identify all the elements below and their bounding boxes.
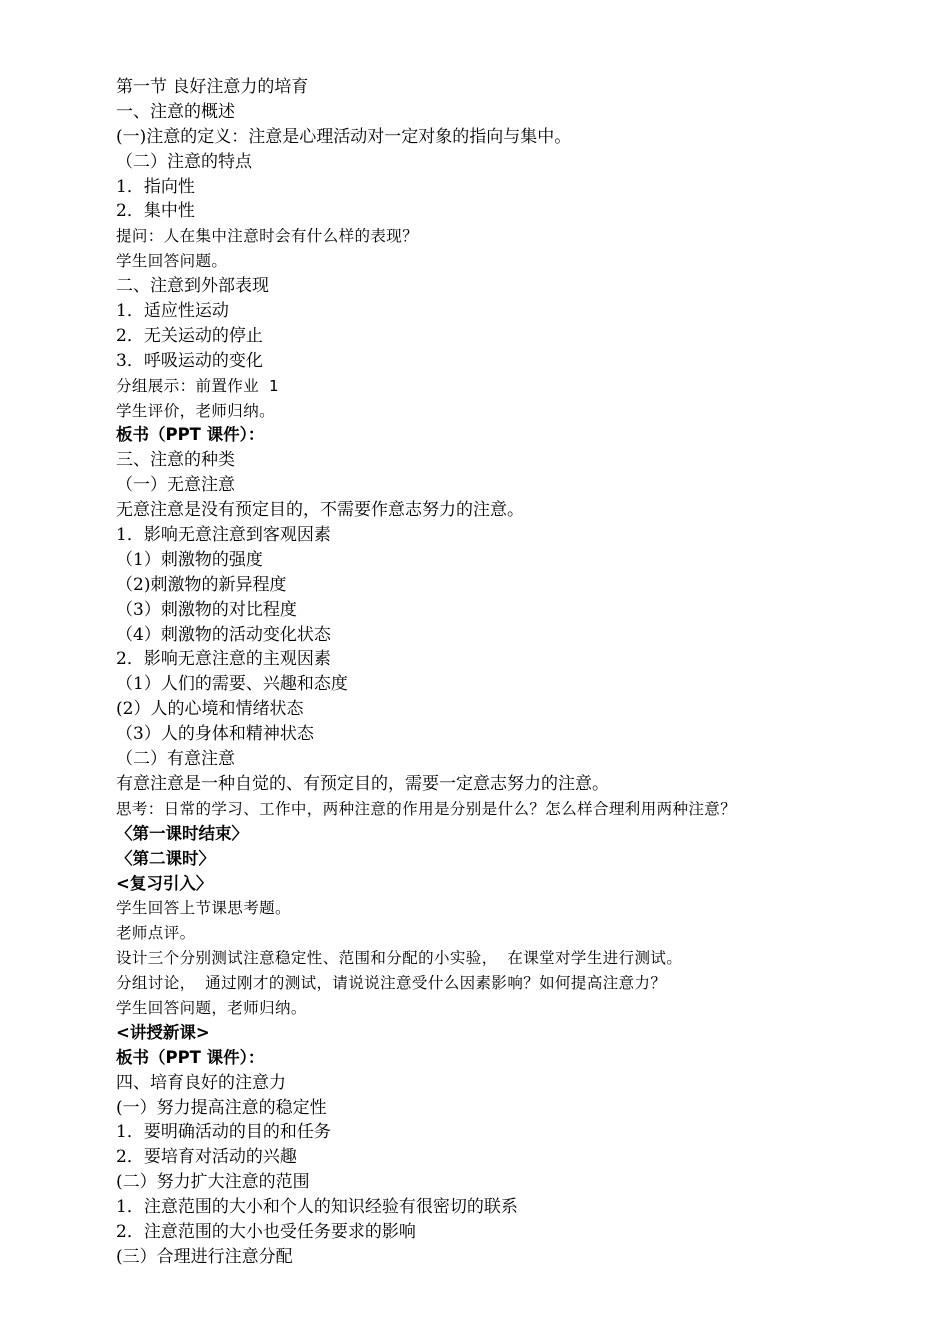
text-line: （2)刺激物的新异程度 — [116, 574, 287, 595]
text-line: <讲授新课> — [116, 1022, 210, 1042]
text-line: (2）人的心境和情绪状态 — [116, 699, 304, 720]
text-line: (一)注意的定义：注意是心理活动对一定对象的指向与集中。 — [116, 126, 572, 147]
text-line: 〈第二课时〉 — [116, 848, 215, 868]
text-line: 1．适应性运动 — [116, 301, 229, 322]
text-line: （3）刺激物的对比程度 — [116, 599, 297, 620]
text-line: 提问：人在集中注意时会有什么样的表现？ — [116, 227, 419, 246]
text-line: （4）刺激物的活动变化状态 — [116, 624, 331, 645]
text-line: 学生回答问题。 — [116, 252, 228, 271]
text-line: 四、培育良好的注意力 — [116, 1072, 286, 1093]
text-line: 二、注意到外部表现 — [116, 276, 269, 297]
text-line: 2．要培育对活动的兴趣 — [116, 1147, 297, 1168]
text-line: 板书（PPT 课件）： — [116, 425, 265, 445]
text-line: 学生评价，老师归纳。 — [116, 401, 276, 420]
text-line: 分组讨论， 通过刚才的测试，请说说注意受什么因素影响？如何提高注意力？ — [116, 974, 667, 993]
text-line: （二）有意注意 — [116, 749, 235, 770]
text-line: 板书（PPT 课件）： — [116, 1047, 265, 1067]
text-line: (三）合理进行注意分配 — [116, 1246, 293, 1267]
text-line: （二）注意的特点 — [116, 151, 252, 172]
text-line: 一、注意的概述 — [116, 101, 235, 122]
text-line: 2．注意范围的大小也受任务要求的影响 — [116, 1221, 416, 1242]
text-line: （3）人的身体和精神状态 — [116, 724, 314, 745]
text-line: 设计三个分别测试注意稳定性、范围和分配的小实验， 在课堂对学生进行测试。 — [116, 949, 683, 968]
text-line: (二）努力扩大注意的范围 — [116, 1172, 310, 1193]
text-line: 2．集中性 — [116, 201, 195, 222]
text-line: （一）无意注意 — [116, 475, 235, 496]
text-line: 学生回答问题，老师归纳。 — [116, 998, 307, 1017]
text-line: 学生回答上节课思考题。 — [116, 899, 291, 918]
text-line: 2．影响无意注意的主观因素 — [116, 649, 331, 670]
text-line: 〈第一课时结束〉 — [116, 823, 248, 843]
document-body — [116, 75, 916, 1270]
text-line: （1）人们的需要、兴趣和态度 — [116, 674, 348, 695]
text-line: 1．要明确活动的目的和任务 — [116, 1122, 331, 1143]
text-line: (一）努力提高注意的稳定性 — [116, 1097, 327, 1118]
text-line: 分组展示：前置作业 1 — [116, 376, 279, 395]
text-line: 思考：日常的学习、工作中，两种注意的作用是分别是什么？怎么样合理利用两种注意？ — [116, 799, 737, 818]
text-line: 1．影响无意注意到客观因素 — [116, 525, 331, 546]
text-line: 老师点评。 — [116, 924, 196, 943]
text-line: 1．指向性 — [116, 176, 195, 197]
text-line: 1．注意范围的大小和个人的知识经验有很密切的联系 — [116, 1197, 518, 1218]
text-line: 2．无关运动的停止 — [116, 325, 263, 346]
text-line: 第一节 良好注意力的培育 — [116, 77, 309, 97]
text-line: <复习引入〉 — [116, 873, 213, 893]
text-line: 三、注意的种类 — [116, 450, 235, 471]
text-line: 3．呼吸运动的变化 — [116, 350, 263, 371]
text-line: 无意注意是没有预定目的，不需要作意志努力的注意。 — [116, 500, 524, 521]
text-line: （1）刺激物的强度 — [116, 549, 263, 570]
text-line: 有意注意是一种自觉的、有预定目的，需要一定意志努力的注意。 — [116, 773, 609, 794]
